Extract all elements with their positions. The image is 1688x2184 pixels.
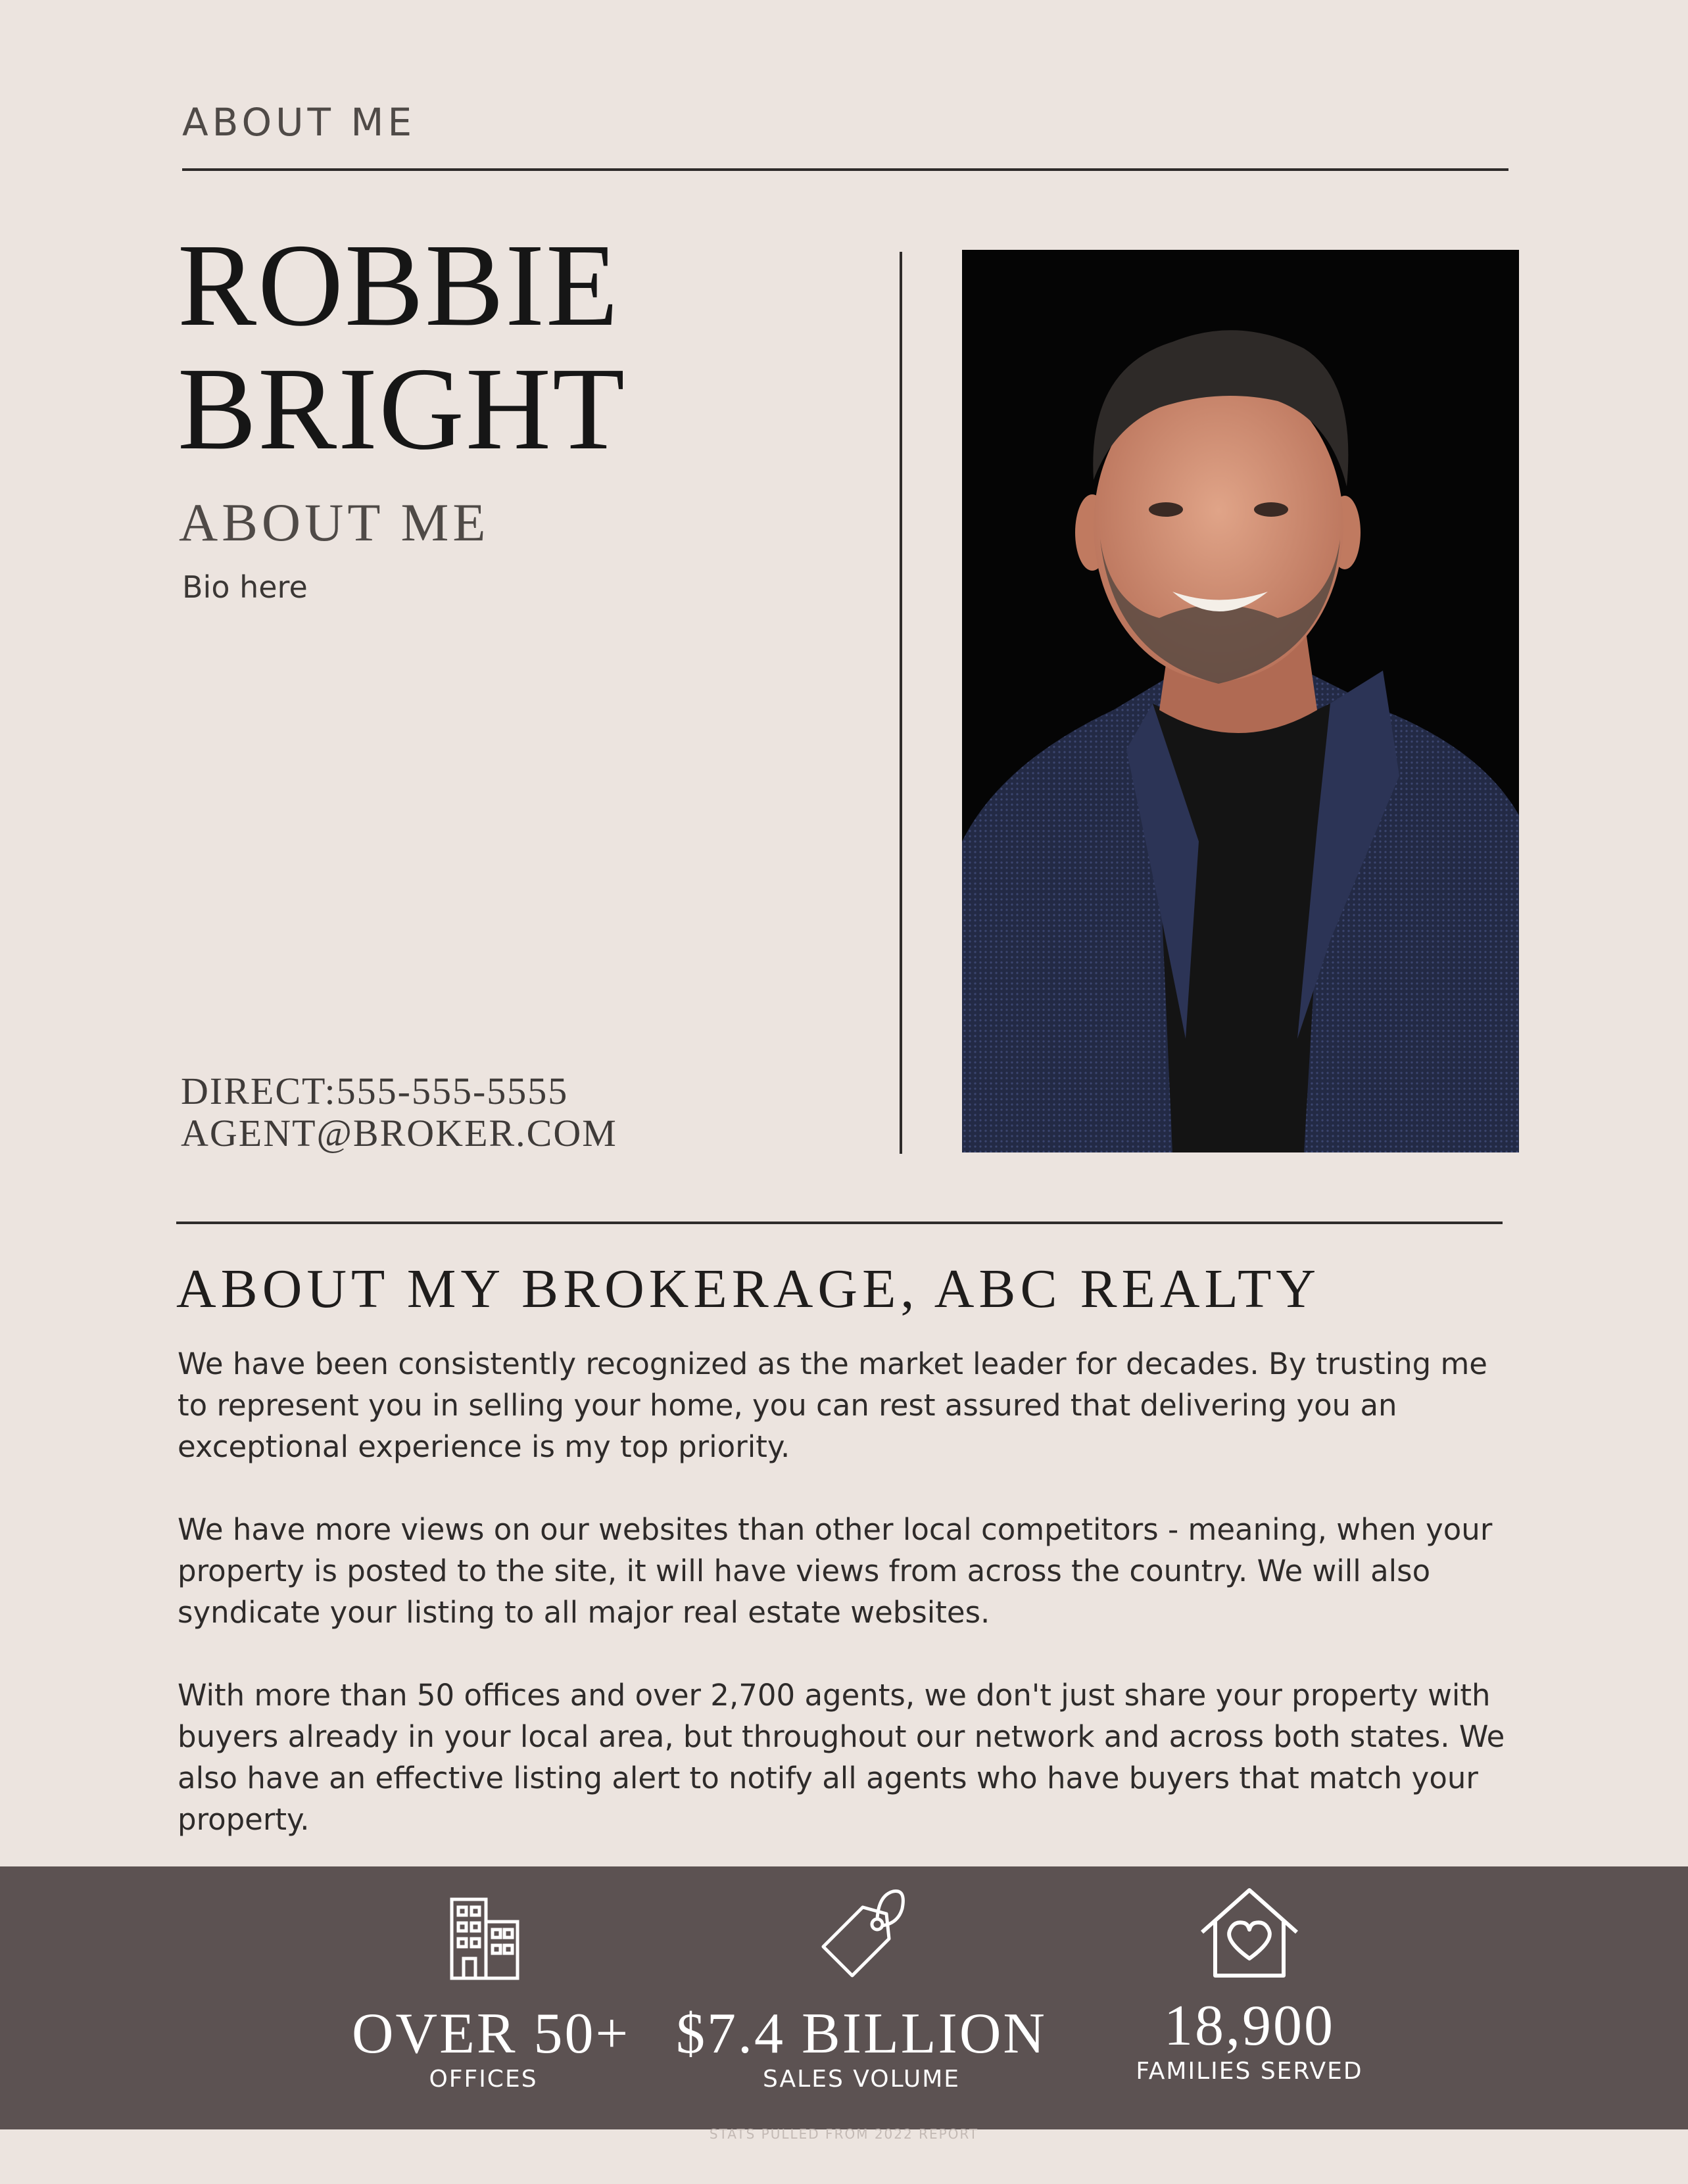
stat-label: SALES VOLUME — [763, 2066, 960, 2093]
stat-label: OFFICES — [429, 2066, 538, 2093]
stat-offices — [352, 1895, 631, 2093]
top-divider — [182, 168, 1508, 171]
price-tag-icon — [815, 1882, 907, 1981]
agent-email[interactable]: AGENT@BROKER.COM — [181, 1112, 617, 1154]
stat-value: 18,900 — [1164, 1994, 1335, 2058]
house-heart-icon — [1197, 1885, 1302, 1981]
stat-sales-volume — [664, 1882, 1059, 2093]
agent-bio: Bio here — [182, 569, 308, 605]
direct-phone[interactable]: DIRECT:555-555-5555 — [181, 1070, 569, 1112]
stat-label: FAMILIES SERVED — [1136, 2058, 1363, 2085]
office-building-icon — [444, 1895, 523, 1981]
brokerage-paragraph: We have been consistently recognized as the market leader for decades. By trusting me to represent you in selling your home, you can rest assured that delivering you an exceptional experience is my top priority. — [178, 1346, 1487, 1464]
brokerage-paragraph: We have more views on our websites than other local competitors - meaning, when your property is posted to the site, it will have views from across the country. We will also syndicate your listing to all major real estate websites. — [178, 1512, 1493, 1630]
stats-band — [0, 1866, 1688, 2129]
brokerage-heading: ABOUT MY BROKERAGE, ABC REALTY — [176, 1258, 1321, 1319]
brokerage-paragraph: With more than 50 offices and over 2,700 agents, we don't just share your property with buyers already in your local area, but throughout our network and across both states. We also have an effective listing alert to notify all agents who have buyers that match your property. — [178, 1678, 1505, 1837]
portrait-icon — [962, 250, 1519, 1152]
stat-families-served — [1111, 1885, 1387, 2085]
agent-name-line1: ROBBIE — [178, 220, 620, 350]
agent-name-line2: BRIGHT — [178, 343, 626, 474]
agent-name — [178, 220, 626, 474]
about-me-heading: ABOUT ME — [179, 492, 490, 552]
contact-block — [181, 1070, 617, 1154]
stat-value: $7.4 BILLION — [676, 2002, 1047, 2066]
stat-value: OVER 50+ — [352, 2002, 631, 2066]
brokerage-body — [178, 1343, 1526, 1882]
stats-footnote: STATS PULLED FROM 2022 REPORT — [709, 2126, 979, 2142]
vertical-divider — [900, 252, 902, 1154]
middle-divider — [176, 1222, 1503, 1224]
agent-portrait — [962, 250, 1519, 1152]
section-label: ABOUT ME — [182, 100, 416, 145]
